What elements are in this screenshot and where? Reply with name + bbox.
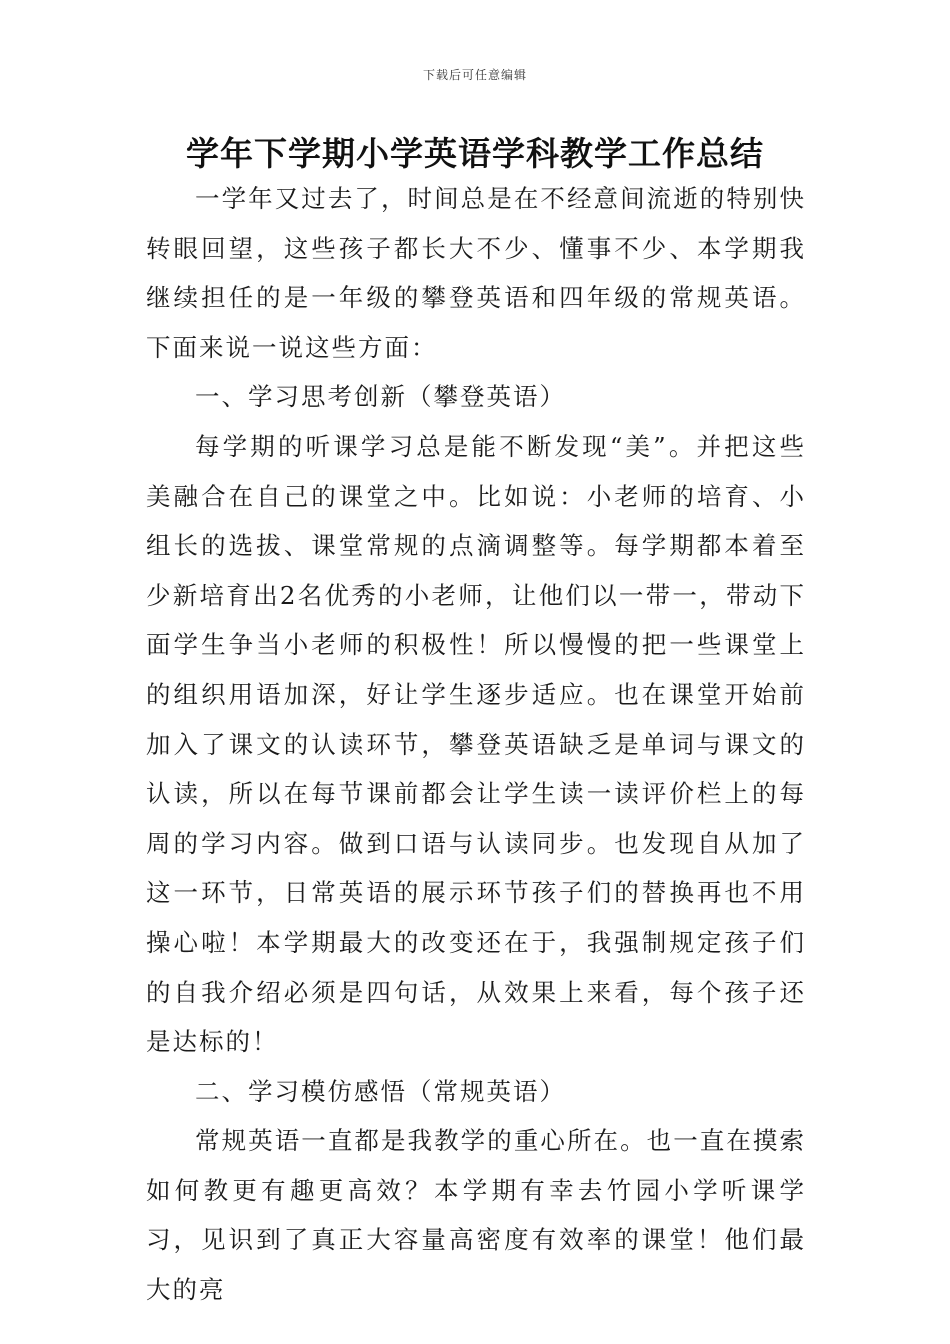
paragraph-section-2: 常规英语一直都是我教学的重心所在。也一直在摸索如何教更有趣更高效？本学期有幸去竹园小学听课学习，见识到了真正大容量高密度有效率的课堂！他们最大的亮 <box>146 1126 806 1305</box>
document-body <box>146 174 806 1315</box>
paragraph-intro: 一学年又过去了，时间总是在不经意间流逝的特别快转眼回望，这些孩子都长大不少、懂事不少、本学期我继续担任的是一年级的攀登英语和四年级的常规英语。下面来说一说这些方面： <box>146 184 806 362</box>
paragraph-section-1: 每学期的听课学习总是能不断发现“美”。并把这些美融合在自己的课堂之中。比如说：小老师的培育、小组长的选拔、课堂常规的点滴调整等。每学期都本着至少新培育出2名优秀的小老师，让他们以一带一，带动下面学生争当小老师的积极性！所以慢慢的把一些课堂上的组织用语加深，好让学生逐步适应。也在课堂开始前加入了课文的认读环节，攀登英语缺乏是单词与课文的认读，所以在每节课前都会让学生读一读评价栏上的每周的学习内容。做到口语与认读同步。也发现自从加了这一环节，日常英语的展示环节孩子们的替换再也不用操心啦！本学期最大的改变还在于，我强制规定孩子们的自我介绍必须是四句话，从效果上来看，每个孩子还是达标的！ <box>146 431 806 1057</box>
document-title: 学年下学期小学英语学科教学工作总结 <box>186 134 764 173</box>
section-heading-1: 一、学习思考创新（攀登英语） <box>195 382 566 412</box>
header-note: 下载后可任意编辑 <box>422 68 527 82</box>
section-heading-2: 二、学习模仿感悟（常规英语） <box>195 1076 566 1106</box>
